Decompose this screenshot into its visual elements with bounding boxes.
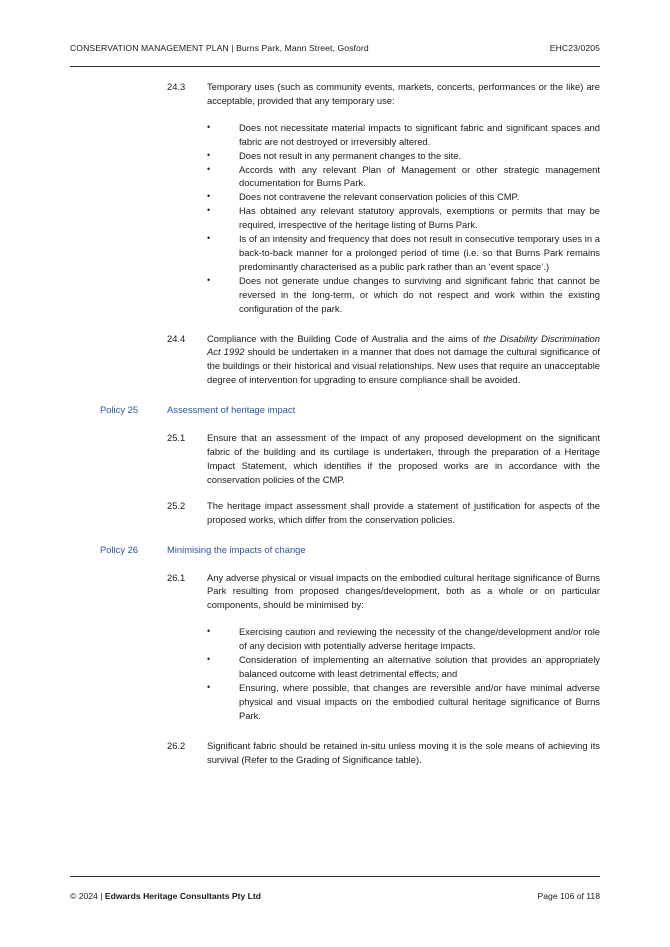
copyright-text: © 2024 |: [70, 891, 105, 901]
list-item: • Does not result in any permanent changes to the site.: [207, 149, 600, 163]
list-item: • Does not contravene the relevant conservation policies of this CMP.: [207, 190, 600, 204]
clause-number: 24.4: [167, 332, 186, 344]
clause-26-1: [70, 571, 600, 723]
clause-24-4: [70, 332, 600, 388]
page-header: [70, 40, 600, 67]
clause-26-2: [70, 739, 600, 767]
policy-number: Policy 25: [100, 404, 139, 416]
clause-text-part: Compliance with the Building Code of Australia and the aims of: [207, 332, 484, 344]
list-item: • Consideration of implementing an alternative solution that provides an appropriately balanced outcome with least detrimental effects; and: [207, 653, 600, 681]
footer-copyright: [70, 891, 261, 901]
clause-text: Any adverse physical or visual impacts on the embodied cultural heritage significance of Burns Park resulting from proposed changes/development, both as a whole or on particular components, should be minimised by:: [207, 571, 600, 611]
clause-number: 25.2: [167, 499, 186, 511]
clause-text: Ensure that an assessment of the impact of any proposed development on the significant fabric of the building and its curtilage is undertaken, through the preparation of a Heritage Impact Statement, which identifies if the proposed works are in accordance with the conservation policies of the CMP.: [207, 432, 600, 485]
header-document-title: CONSERVATION MANAGEMENT PLAN | Burns Park, Mann Street, Gosford: [70, 43, 369, 53]
page-footer: [70, 876, 600, 901]
policy-26-heading: [70, 543, 600, 557]
clause-number: 26.1: [167, 571, 186, 583]
clause-number: 26.2: [167, 739, 186, 751]
clause-text: [207, 332, 600, 388]
clause-24-3: [70, 80, 600, 316]
bullet-list: [207, 121, 600, 316]
list-item: • Is of an intensity and frequency that does not result in consecutive temporary uses in a back-to-back manner for a prolonged period of time (i.e. so that Burns Park remains predominantly characterised as a public park rather than an ‘event space’.): [207, 232, 600, 274]
document-body: [70, 80, 600, 778]
policy-title: Assessment of heritage impact: [167, 404, 296, 416]
clause-number: 25.1: [167, 432, 186, 444]
page-number: Page 106 of 118: [537, 891, 600, 901]
list-item: • Does not generate undue changes to surviving and significant fabric that cannot be reversed in the long-term, or which do not respect and work within the existing configuration of the park.: [207, 274, 600, 316]
policy-number: Policy 26: [100, 543, 139, 555]
clause-text: Temporary uses (such as community events, markets, concerts, performances or the like) are acceptable, provided that any temporary use:: [207, 81, 600, 106]
clause-25-1: [70, 431, 600, 487]
list-item: • Accords with any relevant Plan of Management or other strategic management documentation for Burns Park.: [207, 163, 600, 191]
list-item: • Exercising caution and reviewing the necessity of the change/development and/or role of any decision with potentially adverse heritage impacts.: [207, 625, 600, 653]
policy-25-heading: [70, 403, 600, 417]
clause-text: The heritage impact assessment shall provide a statement of justification for aspects of the proposed works, which differ from the conservation policies.: [207, 499, 600, 525]
act-title: the Disability Discrimination Act 1992: [207, 332, 600, 358]
bullet-list: [207, 625, 600, 722]
list-item: • Ensuring, where possible, that changes are reversible and/or have minimal adverse physical and visual impacts on the embodied cultural heritage significance of Burns Park.: [207, 681, 600, 723]
clause-text-part: should be undertaken in a manner that does not damage the cultural significance of the buildings or their historical and visual relationships. New uses that require an unacceptable degree of intervention for upgrading to ensure compliance shall be avoided.: [207, 346, 600, 386]
clause-text: Significant fabric should be retained in-situ unless moving it is the sole means of achieving its survival (Refer to the Grading of Significance table).: [207, 739, 600, 765]
header-reference-code: EHC23/0205: [549, 43, 600, 53]
company-name: Edwards Heritage Consultants Pty Ltd: [104, 891, 262, 901]
list-item: • Does not necessitate material impacts to significant fabric and significant spaces and fabric are not destroyed or irreversibly altered.: [207, 121, 600, 149]
clause-25-2: [70, 499, 600, 527]
clause-number: 24.3: [167, 81, 186, 92]
list-item: • Has obtained any relevant statutory approvals, exemptions or permits that may be required, irrespective of the heritage listing of Burns Park.: [207, 204, 600, 232]
policy-title: Minimising the impacts of change: [167, 543, 306, 555]
